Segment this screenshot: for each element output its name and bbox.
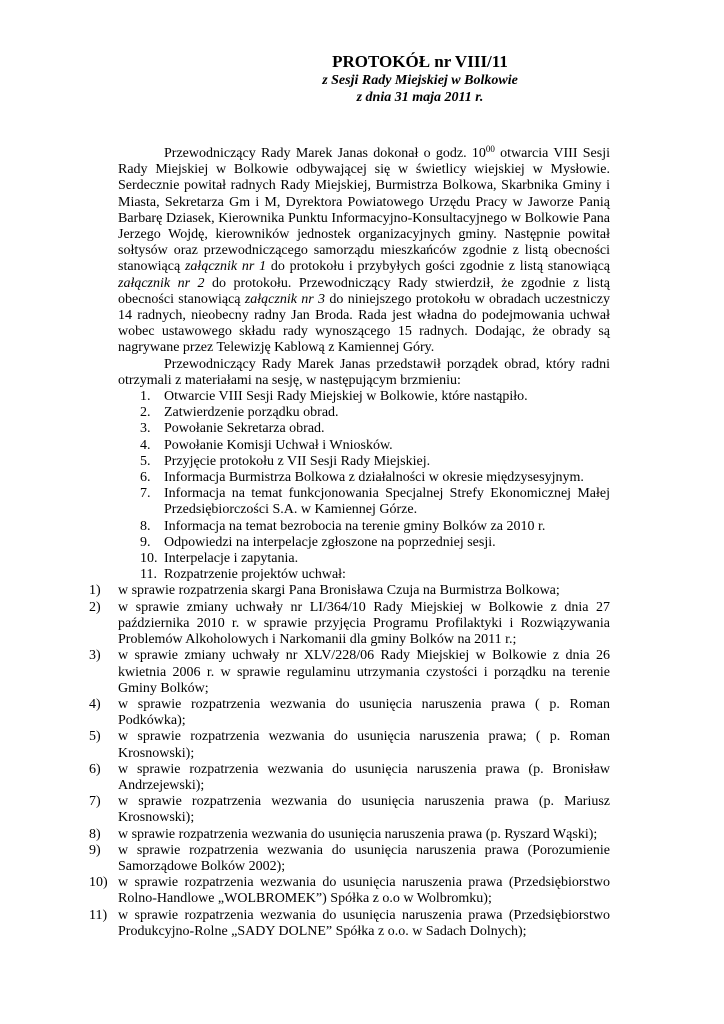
- resolution-item-number: 1): [89, 583, 101, 599]
- agenda-item-text: Interpelacje i zapytania.: [164, 551, 299, 567]
- attachment-2-ref: załącznik nr 2: [118, 275, 205, 291]
- resolutions-list: [89, 583, 610, 939]
- opening-text-a: Przewodniczący Rady Marek Janas dokonał o godz. 10: [164, 146, 486, 161]
- agenda-item-number: 9.: [140, 534, 151, 550]
- resolution-item-text: w sprawie rozpatrzenia wezwania do usunięcia naruszenia prawa (p. Ryszard Wąski);: [118, 826, 598, 842]
- agenda-item-text: Informacja na temat funkcjonowania Specjalnej Strefy Ekonomicznej Małej Przedsiębiorczości S.A. w Kamiennej Górze.: [164, 486, 610, 518]
- opening-paragraph: [118, 146, 610, 357]
- agenda-item-number: 5.: [140, 453, 151, 469]
- resolution-item: [89, 648, 610, 697]
- attachment-3-ref: załącznik nr 3: [244, 291, 326, 307]
- agenda-item: [118, 421, 610, 437]
- agenda-item-text: Informacja na temat bezrobocia na terenie gminy Bolków za 2010 r.: [164, 518, 546, 534]
- agenda-item: [118, 389, 610, 405]
- resolution-item-number: 10): [89, 875, 108, 891]
- agenda-item-number: 4.: [140, 437, 151, 453]
- agenda-item: [118, 405, 610, 421]
- opening-text-c: do protokołu i przybyłych gości zgodnie z listą stanowiącą: [266, 259, 610, 275]
- opening-text-e: do niniejszego protokołu w obradach uczestniczy 14 radnych, nieobecny radny Jan Broda. Rada jest władna do podejmowania uchwał wobec ustawowego składu rady wynoszącego 15 radnych. Dodając, że obrady są nagrywane przez Telewizję Kablową z Kamiennej Góry.: [118, 291, 610, 356]
- resolution-item-number: 9): [89, 842, 101, 858]
- agenda-item-number: 8.: [140, 518, 151, 534]
- attachment-1-ref: załącznik nr 1: [184, 259, 267, 275]
- resolution-item: [89, 697, 610, 729]
- resolution-item-text: w sprawie rozpatrzenia wezwania do usunięcia naruszenia prawa (p. Bronisław Andrzejewski);: [118, 761, 610, 793]
- protocol-title: PROTOKÓŁ nr VIII/11: [332, 52, 508, 71]
- resolution-item: [89, 729, 610, 761]
- resolution-item-number: 11): [89, 907, 108, 923]
- resolution-item-text: w sprawie zmiany uchwały nr LI/364/10 Rady Miejskiej w Bolkowie z dnia 27 października 2010 r. w sprawie przyjęcia Programu Profilaktyki i Rozwiązywania Problemów Alkoholowych i Narkomanii dla gminy Bolków na 2011 r.;: [118, 599, 610, 648]
- opening-text-d: do protokołu. Przewodniczący Rady stwierdził, że zgodnie z listą obecności stanowiącą: [118, 275, 610, 307]
- agenda-intro-paragraph: Przewodniczący Rady Marek Janas przedstawił porządek obrad, który radni otrzymali z materiałami na sesję, w następującym brzmieniu:: [118, 356, 610, 388]
- agenda-item-text: Powołanie Komisji Uchwał i Wniosków.: [164, 437, 393, 453]
- agenda-item: [118, 519, 610, 535]
- agenda-item-number: 7.: [140, 486, 151, 502]
- resolution-item: [89, 908, 610, 940]
- opening-text-b: otwarcia VIII Sesji Rady Miejskiej w Bolkowie odbywającej się w świetlicy wiejskiej w Mysłowie. Serdecznie powitał radnych Rady Miejskiej, Burmistrza Bolkowa, Skarbnika Gminy i Miasta, Sekretarza Gm i M, Dyrektora Powiatowego Urzędu Pracy w Jaworze Panią Barbarę Dziasek, Kierownika Punktu Informacyjno-Konsultacyjnego w Bolkowie Pana Jerzego Wojdę, kierowników jednostek organizacyjnych gminy. Następnie powitał sołtysów oraz przewodniczącego samorządu mieszkańców zgodnie z listą obecności stanowiącą: [118, 146, 611, 275]
- resolution-item-text: w sprawie rozpatrzenia skargi Pana Bronisława Czuja na Burmistrza Bolkowa;: [118, 583, 560, 599]
- resolution-item: [89, 583, 610, 599]
- agenda-list: [118, 389, 610, 583]
- time-superscript: 00: [485, 144, 495, 154]
- agenda-item-text: Odpowiedzi na interpelacje zgłoszone na poprzedniej sesji.: [164, 534, 496, 550]
- document-header: [0, 51, 724, 106]
- resolution-item: [89, 762, 610, 794]
- agenda-item-text: Informacja Burmistrza Bolkowa z działalności w okresie międzysesyjnym.: [164, 470, 584, 486]
- resolution-item: [89, 794, 610, 826]
- agenda-item: [118, 567, 610, 583]
- agenda-item: [118, 551, 610, 567]
- resolution-item-text: w sprawie rozpatrzenia wezwania do usunięcia naruszenia prawa (Przedsiębiorstwo Produkcyjno-Rolne „SADY DOLNE” Spółka z o.o. w Sadach Dolnych);: [118, 907, 610, 939]
- document-body: [89, 144, 611, 940]
- agenda-item: [118, 438, 610, 454]
- resolution-item-text: w sprawie zmiany uchwały nr XLV/228/06 Rady Miejskiej w Bolkowie z dnia 26 kwietnia 2006 r. w sprawie regulaminu utrzymania czystości i porządku na terenie Gminy Bolków;: [118, 648, 610, 696]
- session-subtitle: z Sesji Rady Miejskiej w Bolkowie: [322, 73, 518, 88]
- agenda-item-text: Zatwierdzenie porządku obrad.: [164, 405, 339, 421]
- resolution-item-text: w sprawie rozpatrzenia wezwania do usunięcia naruszenia prawa (p. Mariusz Krosnowski);: [118, 794, 610, 826]
- agenda-item-text: Otwarcie VIII Sesji Rady Miejskiej w Bolkowie, które nastąpiło.: [164, 389, 528, 405]
- resolution-item-text: w sprawie rozpatrzenia wezwania do usunięcia naruszenia prawa (Przedsiębiorstwo Rolno-Handlowe „WOLBROMEK”) Spółka z o.o w Wolbromku);: [118, 875, 610, 907]
- resolution-item: [89, 827, 610, 843]
- resolution-item-number: 4): [89, 696, 101, 712]
- resolution-item-number: 6): [89, 761, 101, 777]
- resolution-item-text: w sprawie rozpatrzenia wezwania do usunięcia naruszenia prawa (Porozumienie Samorządowe Bolków 2002);: [118, 842, 610, 874]
- agenda-item-number: 2.: [140, 405, 151, 421]
- resolution-item-number: 7): [89, 794, 101, 810]
- resolution-item-text: w sprawie rozpatrzenia wezwania do usunięcia naruszenia prawa; ( p. Roman Krosnowski);: [118, 729, 610, 761]
- resolution-item-number: 8): [89, 826, 101, 842]
- agenda-item: [118, 486, 610, 518]
- agenda-item: [118, 535, 610, 551]
- resolution-item-number: 2): [89, 599, 101, 615]
- agenda-item-text: Przyjęcie protokołu z VII Sesji Rady Miejskiej.: [164, 453, 431, 469]
- agenda-item-number: 11.: [140, 567, 157, 583]
- session-date: z dnia 31 maja 2011 r.: [356, 89, 484, 105]
- resolution-item-text: w sprawie rozpatrzenia wezwania do usunięcia naruszenia prawa ( p. Roman Podkówka);: [118, 696, 610, 729]
- agenda-item: [118, 470, 610, 486]
- agenda-item-text: Rozpatrzenie projektów uchwał:: [164, 567, 346, 583]
- agenda-item-number: 10.: [140, 551, 158, 567]
- resolution-item: [89, 843, 610, 875]
- agenda-item-number: 1.: [140, 389, 151, 405]
- agenda-item-text: Powołanie Sekretarza obrad.: [164, 421, 325, 437]
- agenda-item-number: 6.: [140, 470, 151, 486]
- resolution-item: [89, 600, 610, 649]
- agenda-item-number: 3.: [140, 421, 151, 437]
- resolution-item: [89, 875, 610, 907]
- resolution-item-number: 5): [89, 729, 101, 745]
- resolution-item-number: 3): [89, 648, 101, 664]
- agenda-item: [118, 454, 610, 470]
